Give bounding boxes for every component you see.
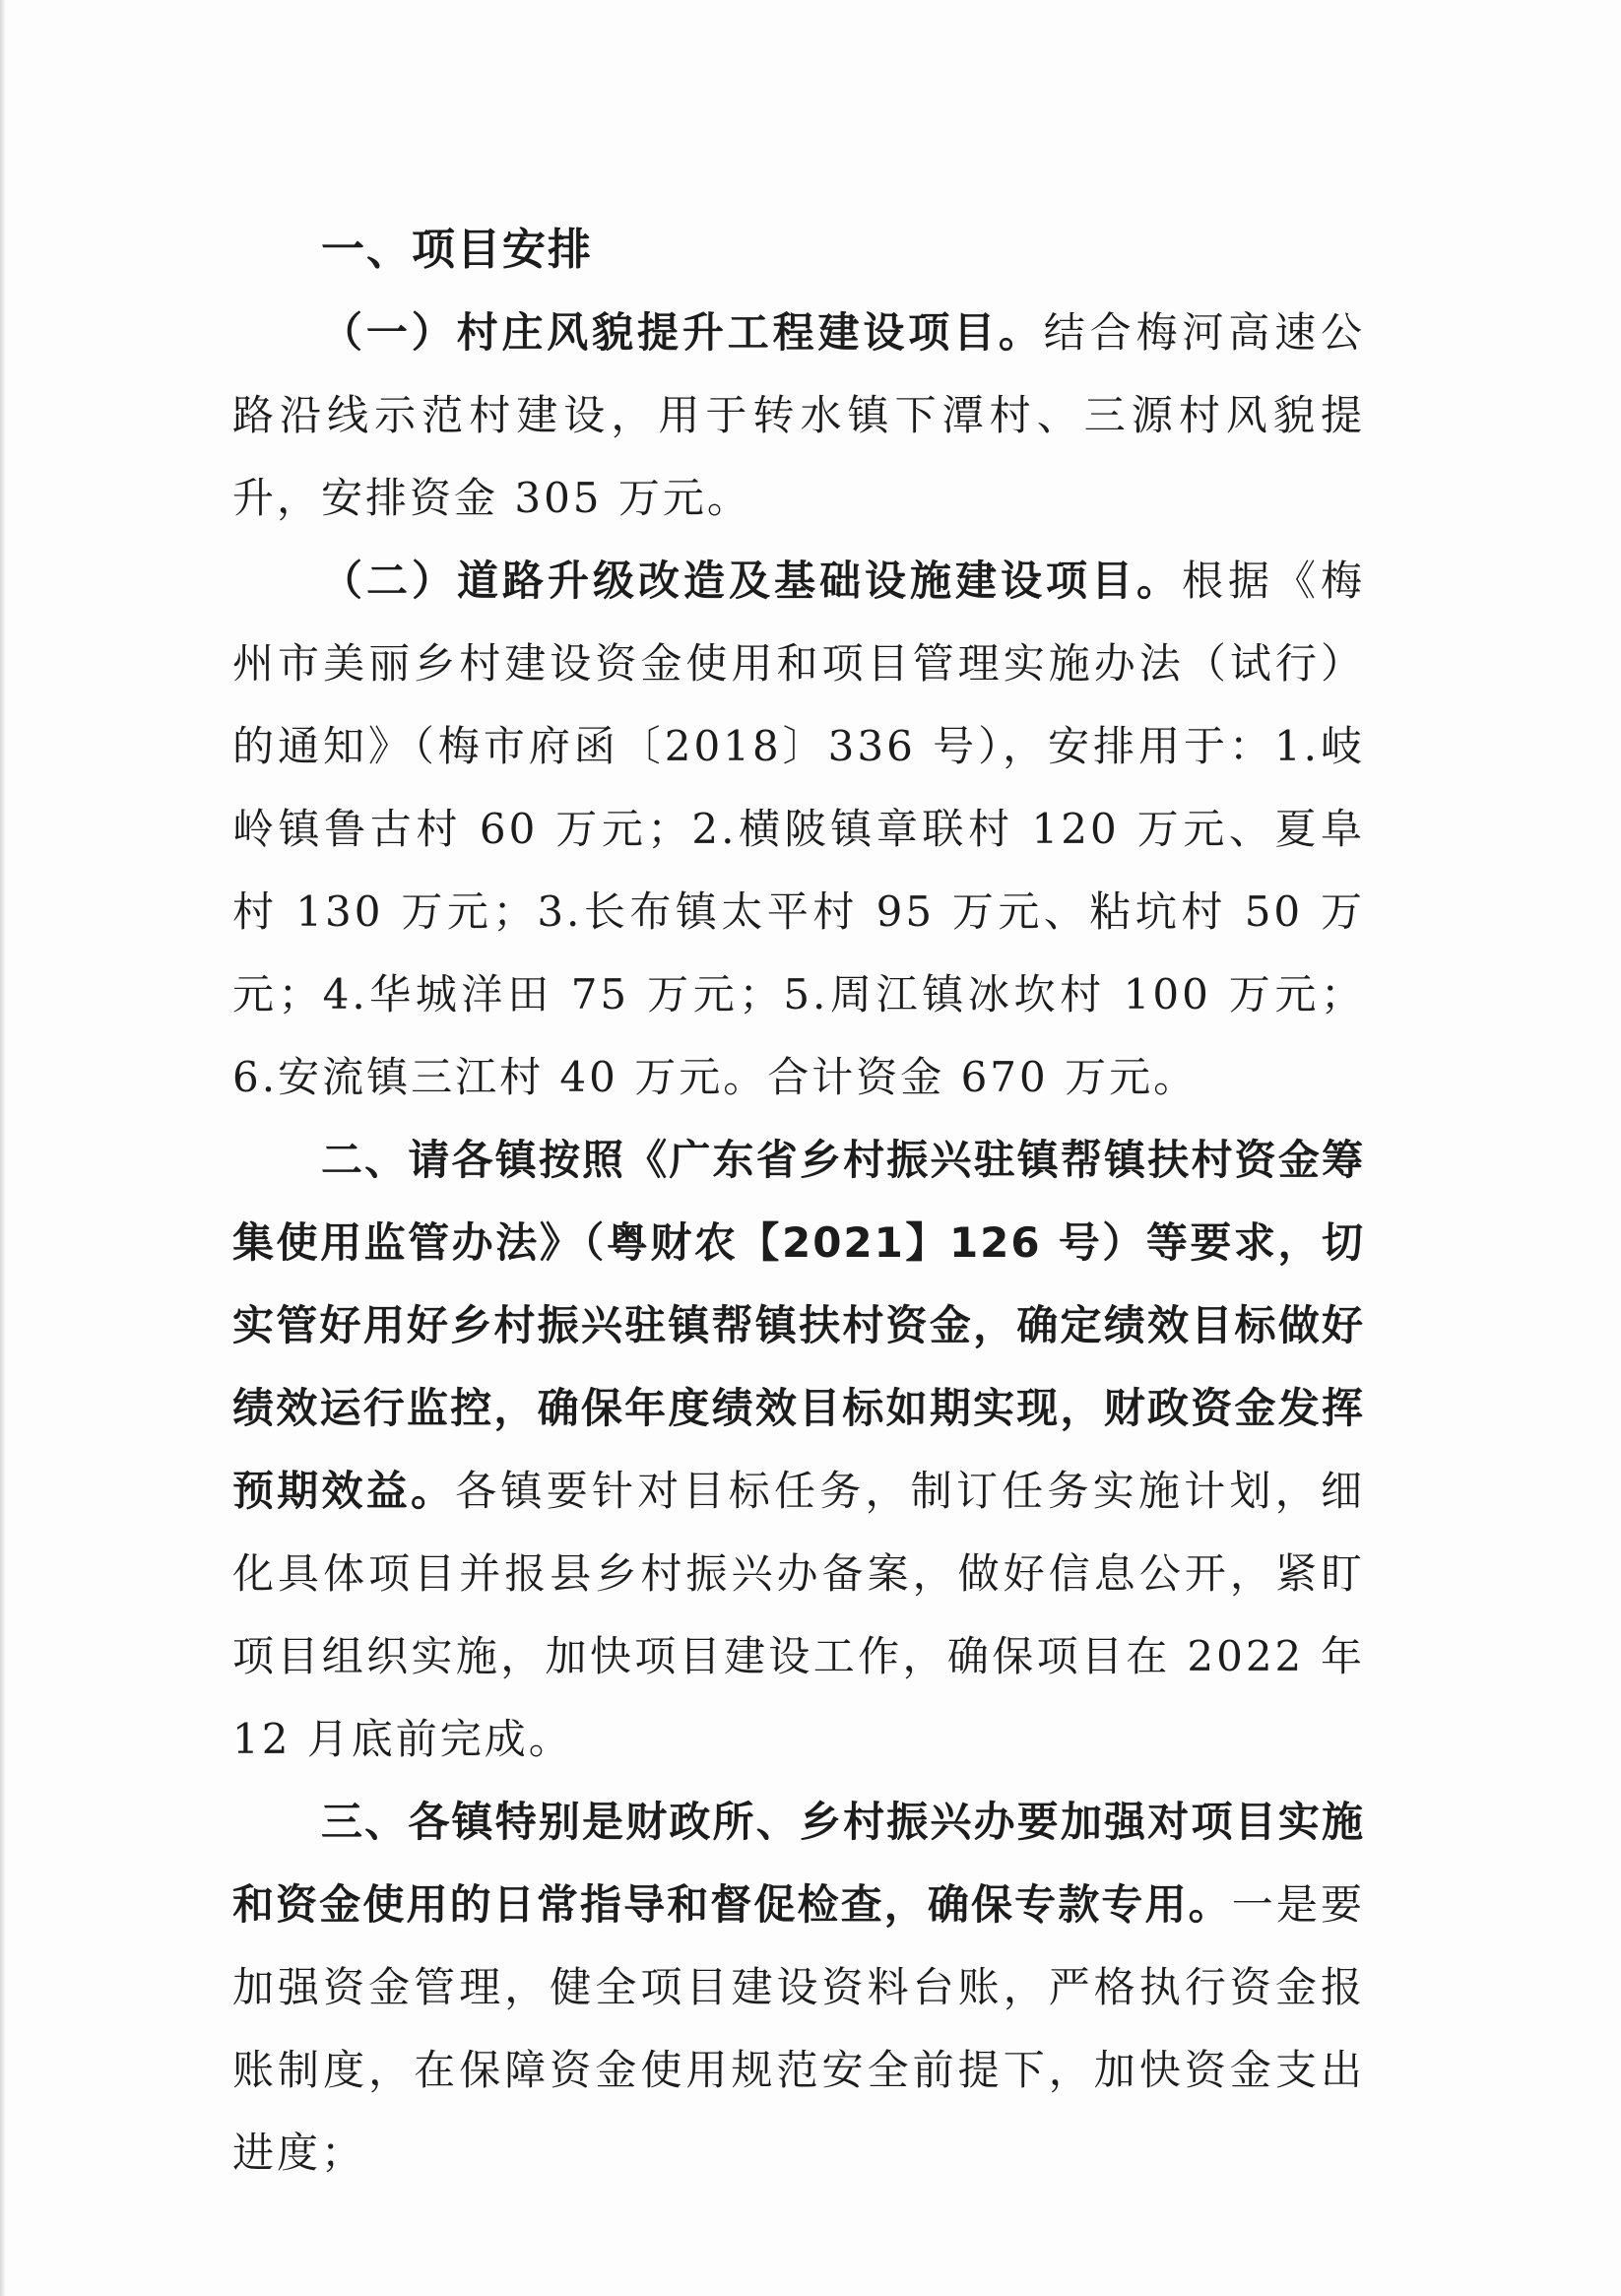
- section-2-bold-text: 二、请各镇按照《广东省乡村振兴驻镇帮镇扶村资金筹集使用监管办法》（粤财农【2021】126 号）等要求，切实管好用好乡村振兴驻镇帮镇扶村资金，确定绩效目标做好绩效运行监控，确保年度绩效目标如期实现，财政资金发挥预期效益。: [232, 1136, 1365, 1515]
- item-1-title: （一）村庄风貌提升工程建设项目。: [321, 308, 1044, 357]
- section-heading-project-arrangement: 一、项目安排: [321, 225, 593, 275]
- section-3-body: 一是要加强资金管理，健全项目建设资料台账，严格执行资金报账制度，在保障资金使用规范安全前提下，加快资金支出进度；: [232, 1880, 1365, 2177]
- item-1-body: 结合梅河高速公路沿线示范村建设，用于转水镇下潭村、三源村风貌提升，安排资金 305 万元。: [232, 308, 1365, 522]
- section-3-bold-text: 三、各镇特别是财政所、乡村振兴办要加强对项目实施和资金使用的日常指导和督促检查，确保专款专用。: [232, 1798, 1365, 1929]
- section-2-body: 各镇要针对目标任务，制订任务实施计划，细化具体项目并报县乡村振兴办备案，做好信息公开，紧盯项目组织实施，加快项目建设工作，确保项目在 2022 年 12 月底前完成。: [232, 1467, 1365, 1763]
- paragraph-section-3: [232, 1781, 1365, 2195]
- item-2-title: （二）道路升级改造及基础设施建设项目。: [321, 557, 1182, 605]
- paragraph-item-2: [232, 540, 1365, 1119]
- scan-edge-shadow: [0, 0, 6, 2296]
- document-body: [232, 209, 1365, 2195]
- paragraph-item-1: [232, 292, 1365, 540]
- item-2-body: 根据《梅州市美丽乡村建设资金使用和项目管理实施办法（试行）的通知》（梅市府函〔2018〕336 号），安排用于：1.岐岭镇鲁古村 60 万元；2.横陂镇章联村 120 万元、夏阜村 130 万元；3.长布镇太平村 95 万元、粘坑村 50 万元；4.华城洋田 75 万元；5.周江镇冰坎村 100 万元；6.安流镇三江村 40 万元。合计资金 670 万元。: [232, 557, 1365, 1101]
- paragraph-section-2: [232, 1119, 1365, 1781]
